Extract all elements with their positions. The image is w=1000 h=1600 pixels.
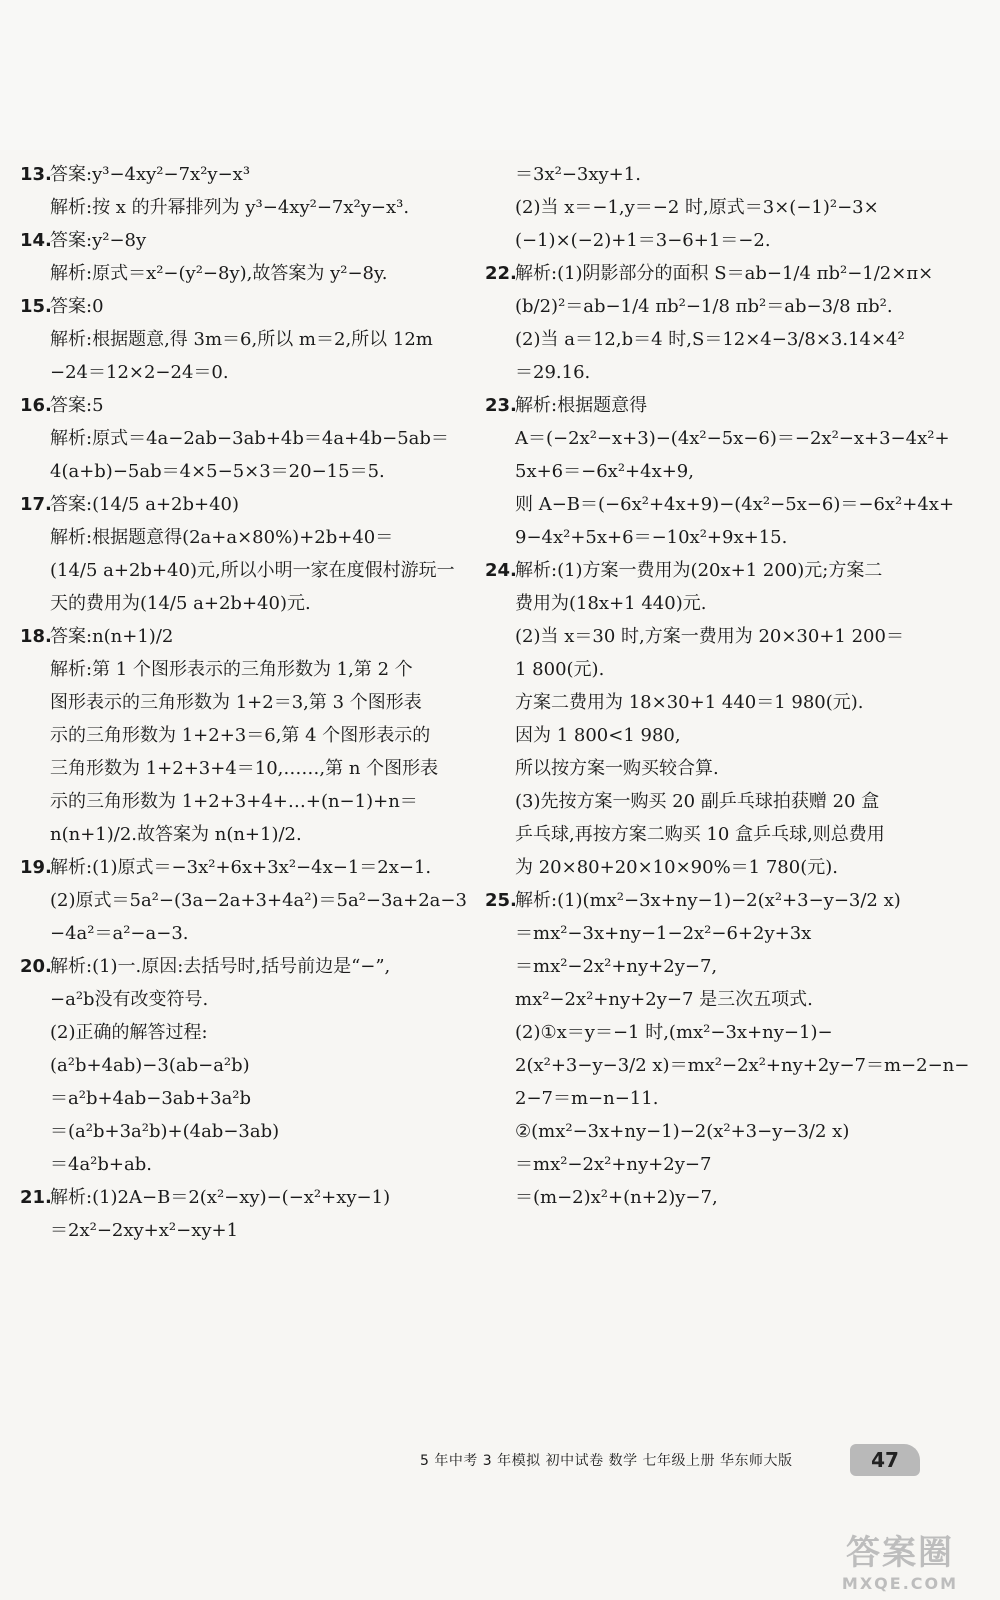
solution-text: 4(a+b)−5ab＝4×5−5×3＝20−15＝5. (50, 461, 385, 482)
solution-text: 解析:原式＝x²−(y²−8y),故答案为 y²−8y. (50, 263, 388, 284)
solution-line (485, 752, 930, 785)
solution-line (20, 554, 470, 587)
solution-item (20, 224, 470, 290)
solution-text: 为 20×80+20×10×90%＝1 780(元). (515, 857, 838, 878)
solution-line (485, 818, 930, 851)
solution-line (20, 521, 470, 554)
solution-line (485, 290, 930, 323)
question-number: 22. (485, 263, 517, 284)
solution-text: ＝3x²−3xy+1. (515, 164, 641, 185)
solution-line (485, 356, 930, 389)
solution-text: 答案:(14/5 a+2b+40) (50, 494, 240, 515)
solution-text: (3)先按方案一购买 20 副乒乓球拍获赠 20 盒 (515, 791, 880, 812)
solution-text: 因为 1 800<1 980, (515, 725, 681, 746)
solution-line (20, 884, 470, 917)
solution-line (20, 851, 470, 884)
question-number: 13. (20, 164, 52, 185)
question-number: 21. (20, 1187, 52, 1208)
solution-line (485, 422, 950, 455)
solution-text: 解析:根据题意,得 3m＝6,所以 m＝2,所以 12m (50, 329, 433, 350)
solution-line (20, 983, 470, 1016)
solution-line (20, 191, 470, 224)
solution-line (20, 818, 470, 851)
solution-item (485, 884, 970, 1214)
book-title: 5 年中考 3 年模拟 初中试卷 数学 七年级上册 华东师大版 (420, 1453, 793, 1469)
solution-text: −a²b没有改变符号. (50, 989, 209, 1010)
solution-line (485, 224, 930, 257)
solution-text: A＝(−2x²−x+3)−(4x²−5x−6)＝−2x²−x+3−4x²+ (515, 428, 950, 449)
solution-line (20, 224, 470, 257)
solution-line (485, 389, 930, 422)
page-footer (420, 1440, 940, 1480)
solution-line (485, 686, 930, 719)
solution-text: 解析:(1)2A−B＝2(x²−xy)−(−x²+xy−1) (50, 1187, 391, 1208)
solution-line (485, 1181, 930, 1214)
solution-text: ＝(a²b+3a²b)+(4ab−3ab) (50, 1121, 280, 1142)
solution-line (20, 290, 470, 323)
question-number: 16. (20, 395, 52, 416)
solution-line (485, 257, 934, 290)
solution-line (485, 521, 930, 554)
solution-line (485, 1016, 930, 1049)
solution-line (20, 653, 470, 686)
solution-text: 三角形数为 1+2+3+4＝10,……,第 n 个图形表 (50, 758, 439, 779)
question-number: 20. (20, 956, 52, 977)
solution-item (20, 389, 470, 488)
watermark-logo (815, 1525, 985, 1595)
solution-line (20, 620, 470, 653)
solution-text: 解析:第 1 个图形表示的三角形数为 1,第 2 个 (50, 659, 413, 680)
page-number: 47 (850, 1444, 920, 1476)
solution-line (20, 1082, 470, 1115)
solution-line (20, 356, 470, 389)
solution-text: ＝a²b+4ab−3ab+3a²b (50, 1088, 252, 1109)
solution-line (485, 488, 955, 521)
solution-text: mx²−2x²+ny+2y−7 是三次五项式. (515, 989, 813, 1010)
solution-text: 示的三角形数为 1+2+3＝6,第 4 个图形表示的 (50, 725, 431, 746)
question-number: 14. (20, 230, 52, 251)
solution-line (485, 653, 930, 686)
question-number: 25. (485, 890, 517, 911)
solution-line (20, 389, 470, 422)
solution-text: 2(x²+3−y−3/2 x)＝mx²−2x²+ny+2y−7＝m−2−n− (515, 1055, 970, 1076)
solution-item (20, 488, 470, 620)
solution-text: 方案二费用为 18×30+1 440＝1 980(元). (515, 692, 864, 713)
solution-line (485, 884, 930, 917)
solution-line (485, 323, 930, 356)
solution-text: 解析:按 x 的升幂排列为 y³−4xy²−7x²y−x³. (50, 197, 410, 218)
solution-item (20, 1181, 470, 1247)
solution-text: ＝(m−2)x²+(n+2)y−7, (515, 1187, 718, 1208)
solution-line (20, 323, 470, 356)
solution-text: 答案:5 (50, 395, 104, 416)
solution-text: 图形表示的三角形数为 1+2＝3,第 3 个图形表 (50, 692, 422, 713)
solution-line (485, 554, 930, 587)
solution-line (485, 191, 930, 224)
solution-line (20, 1049, 470, 1082)
solution-text: ＝4a²b+ab. (50, 1154, 152, 1175)
solution-text: (b/2)²＝ab−1/4 πb²−1/8 πb²＝ab−3/8 πb². (515, 296, 893, 317)
solution-line (20, 1214, 470, 1247)
solution-line (485, 1148, 930, 1181)
solution-text: (2)当 x＝−1,y＝−2 时,原式＝3×(−1)²−3× (515, 197, 879, 218)
blank-header-area (0, 0, 1000, 150)
solution-line (20, 455, 470, 488)
watermark-text: 答案圈 (846, 1533, 954, 1573)
solution-line (485, 587, 930, 620)
solution-text: 解析:(1)方案一费用为(20x+1 200)元;方案二 (515, 560, 883, 581)
solution-text: 示的三角形数为 1+2+3+4+…+(n−1)+n＝ (50, 791, 418, 812)
solution-text: (2)①x＝y＝−1 时,(mx²−3x+ny−1)− (515, 1022, 833, 1043)
solution-line (485, 455, 930, 488)
solution-text: −4a²＝a²−a−3. (50, 923, 189, 944)
solution-line (485, 785, 930, 818)
solution-line (20, 1148, 470, 1181)
watermark-url: MXQE.COM (841, 1574, 959, 1593)
solution-text: 乒乓球,再按方案二购买 10 盒乒乓球,则总费用 (515, 824, 885, 845)
solution-text: (2)原式＝5a²−(3a−2a+3+4a²)＝5a²−3a+2a−3 (50, 890, 467, 911)
left-column (20, 158, 470, 1247)
solution-text: (2)当 x＝30 时,方案一费用为 20×30+1 200＝ (515, 626, 904, 647)
solution-text: ②(mx²−3x+ny−1)−2(x²+3−y−3/2 x) (515, 1121, 850, 1142)
question-number: 23. (485, 395, 517, 416)
solution-text: (−1)×(−2)+1＝3−6+1＝−2. (515, 230, 771, 251)
solution-text: 答案:y³−4xy²−7x²y−x³ (50, 164, 251, 185)
question-number: 17. (20, 494, 52, 515)
solution-text: 9−4x²+5x+6＝−10x²+9x+15. (515, 527, 788, 548)
solution-line (20, 158, 470, 191)
solution-item (20, 158, 470, 224)
solution-text: ＝29.16. (515, 362, 591, 383)
solution-text: ＝mx²−3x+ny−1−2x²−6+2y+3x (515, 923, 812, 944)
solution-text: 答案:0 (50, 296, 104, 317)
solution-text: 解析:(1)(mx²−3x+ny−1)−2(x²+3−y−3/2 x) (515, 890, 901, 911)
solution-line (20, 488, 470, 521)
solution-text: 费用为(18x+1 440)元. (515, 593, 707, 614)
solution-item (485, 554, 930, 884)
solution-item (20, 620, 470, 851)
solution-text: 所以按方案一购买较合算. (515, 758, 719, 779)
solution-line (20, 686, 470, 719)
solution-text: n(n+1)/2.故答案为 n(n+1)/2. (50, 824, 302, 845)
solution-line (485, 1115, 930, 1148)
solution-item (20, 950, 470, 1181)
question-number: 15. (20, 296, 52, 317)
question-number: 24. (485, 560, 517, 581)
solution-item (20, 290, 470, 389)
solution-line (20, 785, 470, 818)
solution-text: 解析:根据题意得 (515, 395, 648, 416)
solution-text: 答案:y²−8y (50, 230, 147, 251)
solution-line (485, 1049, 970, 1082)
solution-line (20, 422, 470, 455)
solution-line (20, 752, 470, 785)
solution-line (20, 950, 470, 983)
solution-line (485, 1082, 930, 1115)
solution-text: 解析:(1)一.原因:去括号时,括号前边是“−”, (50, 956, 391, 977)
solution-text: 天的费用为(14/5 a+2b+40)元. (50, 593, 311, 614)
right-column (485, 158, 970, 1214)
solution-line (485, 917, 930, 950)
solution-line (485, 983, 930, 1016)
solution-line (485, 719, 930, 752)
solution-text: 解析:根据题意得(2a+a×80%)+2b+40＝ (50, 527, 394, 548)
solution-text: ＝2x²−2xy+x²−xy+1 (50, 1220, 239, 1241)
solution-line (20, 917, 470, 950)
solution-text: 2−7＝m−n−11. (515, 1088, 659, 1109)
solution-text: ＝mx²−2x²+ny+2y−7, (515, 956, 718, 977)
solution-text: 则 A−B＝(−6x²+4x+9)−(4x²−5x−6)＝−6x²+4x+ (515, 494, 955, 515)
solution-line (20, 257, 470, 290)
solution-line (485, 620, 930, 653)
solution-text: (2)当 a＝12,b＝4 时,S＝12×4−3/8×3.14×4² (515, 329, 905, 350)
solution-line (20, 587, 470, 620)
solution-text: 解析:(1)原式＝−3x²+6x+3x²−4x−1＝2x−1. (50, 857, 432, 878)
solution-text: −24＝12×2−24＝0. (50, 362, 229, 383)
solution-line (20, 1115, 470, 1148)
solution-text: (a²b+4ab)−3(ab−a²b) (50, 1055, 250, 1076)
solution-item (485, 257, 934, 389)
question-number: 18. (20, 626, 52, 647)
solution-text: (14/5 a+2b+40)元,所以小明一家在度假村游玩一 (50, 560, 455, 581)
question-number: 19. (20, 857, 52, 878)
solution-line (20, 719, 470, 752)
solution-line (485, 851, 930, 884)
solution-line (20, 1181, 470, 1214)
solution-item (485, 389, 955, 554)
solution-line (485, 950, 930, 983)
solution-item (485, 158, 930, 257)
solution-text: 答案:n(n+1)/2 (50, 626, 174, 647)
solution-text: (2)正确的解答过程: (50, 1022, 208, 1043)
solution-text: ＝mx²−2x²+ny+2y−7 (515, 1154, 712, 1175)
solution-line (20, 1016, 470, 1049)
solution-text: 1 800(元). (515, 659, 605, 680)
solution-line (485, 158, 930, 191)
solution-text: 5x+6＝−6x²+4x+9, (515, 461, 694, 482)
solution-item (20, 851, 470, 950)
solution-text: 解析:(1)阴影部分的面积 S＝ab−1/4 πb²−1/2×π× (515, 263, 934, 284)
solution-text: 解析:原式＝4a−2ab−3ab+4b＝4a+4b−5ab＝ (50, 428, 449, 449)
